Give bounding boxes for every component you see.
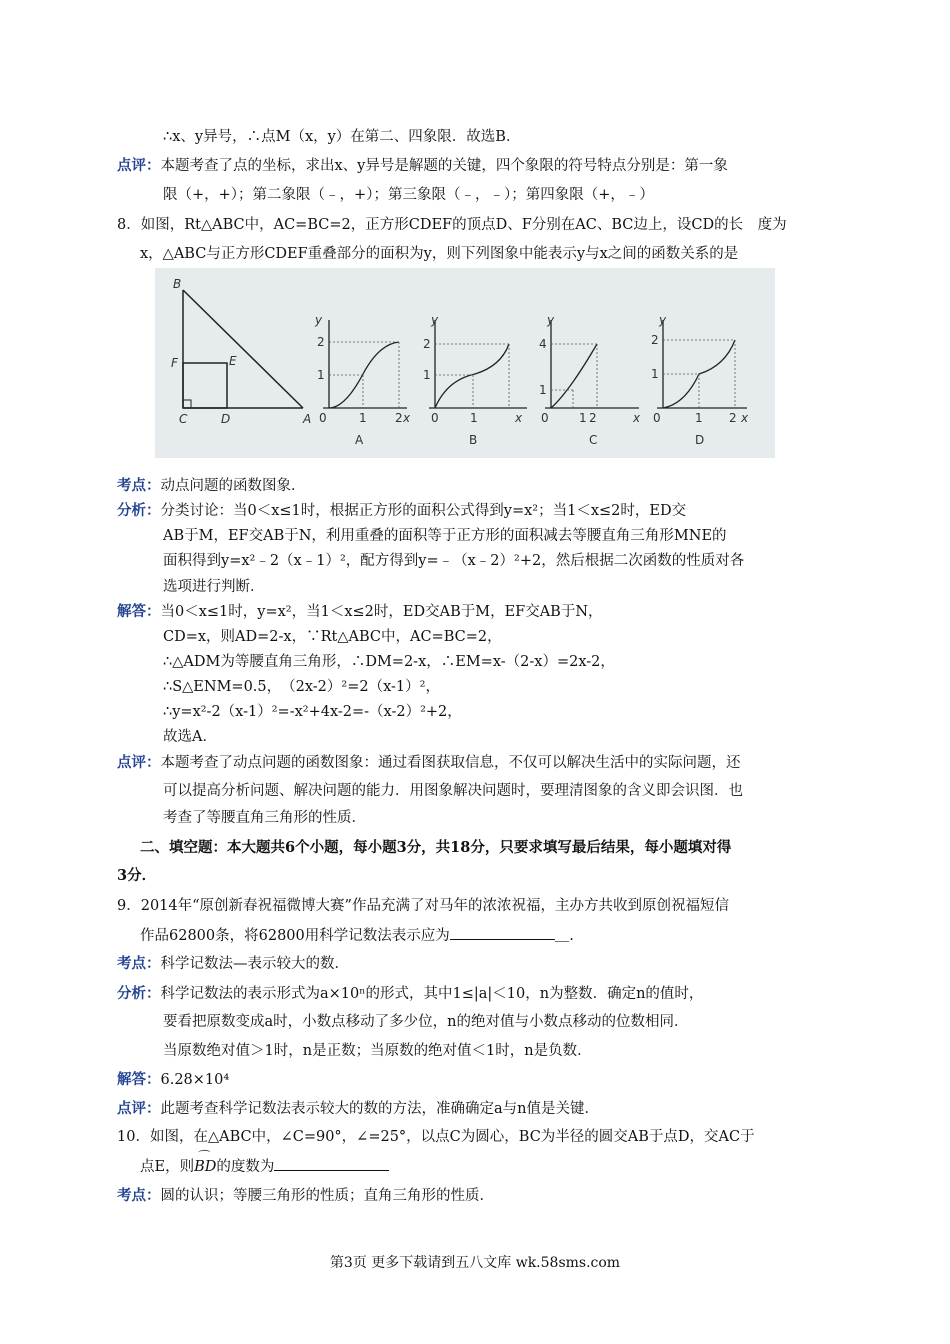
question-9-line1: 9．2014年“原创新春祝福微博大赛”作品充满了对马年的浓浓祝福，主办方共收到原创祝福短信 [117,898,729,914]
graph-D [651,313,749,447]
question-10-line1: 10．如图，在△ABC中，∠C=90°，∠=25°，以点C为圆心，BC为半径的圆交AB于点D，交AC于 [117,1129,755,1145]
q8-analysis-3: 面积得到y=x²﹣2（x﹣1）²，配方得到y=﹣（x﹣2）²+2，然后根据二次函数的性质对各 [163,553,745,569]
q8-solution-5: ∴y=x²-2（x-1）²=-x²+4x-2=-（x-2）²+2， [163,704,462,720]
section-2-heading-cont: 3分． [117,867,157,884]
q8-comment-3: 考查了等腰直角三角形的性质． [163,810,366,826]
graph-B-xtick-0: 0 [431,411,439,425]
q8-analysis-4: 选项进行判断． [163,579,265,595]
graph-C-ytick-1: 1 [539,383,547,397]
graph-A-x-label: x [403,411,411,425]
label-E: E [229,354,237,368]
graph-D-y-label: y [659,313,667,327]
right-angle-mark [183,400,191,408]
q8-solution-3: ∴△ADM为等腰直角三角形，∴DM=2-x，∴EM=x-（2-x）=2x-2， [163,654,615,670]
comment-label: 点评： [117,157,161,174]
graph-A-ytick-2: 2 [317,335,325,349]
graph-B [423,313,527,447]
graph-D-xtick-1: 1 [695,411,703,425]
label-A: A [303,412,312,426]
section-2-heading: 二、填空题：本大题共6个小题，每小题3分，共18分，只要求填写最后结果，每小题填对得 [140,839,732,856]
graph-D-xtick-0: 0 [653,411,661,425]
graph-C-xtick-2: 2 [589,411,597,425]
label-B: B [173,277,182,291]
graph-A-y-label: y [315,313,323,327]
q9-knowledge-point: 考点：科学记数法—表示较大的数． [117,955,349,972]
side-AB [183,290,303,408]
label-F: F [171,356,178,370]
question-8-figure [155,268,775,458]
graph-C-curve [551,344,597,408]
label-C: C [179,412,188,426]
q8-solution-2: CD=x，则AD=2-x，∵Rt△ABC中，AC=BC=2， [163,629,502,645]
graph-A-ytick-1: 1 [317,368,325,382]
q8-analysis-1: 分析：分类讨论：当0＜x≤1时，根据正方形的面积公式得到y=x²；当1＜x≤2时，ED交 [117,502,687,519]
graph-B-ytick-2: 2 [423,337,431,351]
question-8-line2: x，△ABC与正方形CDEF重叠部分的面积为y，则下列图象中能表示y与x之间的函数关系的是 [140,246,739,262]
q9-comment: 点评：此题考查科学记数法表示较大的数的方法，准确确定a与n值是关键． [117,1100,599,1117]
graph-C-ytick-4: 4 [539,337,547,351]
line-comment-q7: 点评：本题考查了点的坐标，求出x、y异号是解题的关键，四个象限的符号特点分别是：第一象 [117,157,728,174]
figure-svg [155,268,775,458]
q10-answer-blank[interactable] [274,1156,389,1171]
graph-A [314,313,411,447]
question-10-line2: 点E，则⌒ BD的度数为 [140,1156,389,1177]
q8-analysis-2: AB于M，EF交AB于N，利用重叠的面积等于正方形的面积减去等腰直角三角形MNE的 [163,528,727,544]
graph-C-x-label: x [633,411,641,425]
graph-A-xtick-1: 1 [359,411,367,425]
graph-B-option-label: B [469,433,478,447]
q8-comment-2: 可以提高分析问题、解决问题的能力．用图象解决问题时，要理清图象的含义即会识图．也 [163,783,743,799]
graph-D-option-label: D [695,433,705,447]
graph-B-ytick-1: 1 [423,368,431,382]
graph-B-x-label: x [515,411,523,425]
square-CDEF [183,363,227,408]
q8-comment-1: 点评：本题考查了动点问题的函数图象：通过看图获取信息，不仅可以解决生活中的实际问题，还 [117,754,741,771]
q9-analysis-2: 要看把原数变成a时，小数点移动了多少位，n的绝对值与小数点移动的位数相同． [163,1014,689,1030]
graph-A-curve [329,342,399,408]
q9-analysis-1: 分析：科学记数法的表示形式为a×10ⁿ的形式，其中1≤|a|＜10，n为整数．确定n的值时， [117,985,704,1002]
graph-A-xtick-0: 0 [319,411,327,425]
label-D: D [221,412,231,426]
graph-B-y-label: y [431,313,439,327]
graph-A-xtick-2: 2 [395,411,403,425]
q9-analysis-3: 当原数绝对值＞1时，n是正数；当原数的绝对值＜1时，n是负数． [163,1043,592,1059]
graph-B-xtick-1: 1 [470,411,478,425]
graph-C-xtick-1: 1 [579,411,587,425]
graph-C [539,313,641,447]
question-8-line1: 8．如图，Rt△ABC中，AC=BC=2，正方形CDEF的顶点D、F分别在AC、BC边上，设CD的长 度为 [117,217,787,233]
graph-C-xtick-0: 0 [541,411,549,425]
page-footer: 第3页 更多下载请到五八文库 wk.58sms.com [329,1255,621,1271]
graph-D-ytick-2: 2 [651,333,659,347]
q10-knowledge-point: 考点：圆的认识；等腰三角形的性质；直角三角形的性质． [117,1187,494,1204]
graph-A-option-label: A [355,433,364,447]
q8-solution-4: ∴S△ENM=0.5， （2x-2）²=2（x-1）²， [163,679,440,695]
line-conclusion-q7: ∴x、y异号，∴点M（x，y）在第二、四象限．故选B． [163,129,521,145]
graph-C-option-label: C [589,433,598,447]
arc-BD: ⌒ BD [194,1157,216,1177]
graph-B-curve [435,344,509,408]
q8-solution-6: 故选A． [163,729,217,745]
graph-D-xtick-2: 2 [729,411,737,425]
q8-knowledge-point: 考点：动点问题的函数图象． [117,477,306,494]
q9-answer-blank[interactable] [450,925,555,940]
graph-D-ytick-1: 1 [651,367,659,381]
question-9-line2: 作品62800条，将62800用科学记数法表示应为 ＿. [140,925,574,946]
q8-solution-1: 解答：当0＜x≤1时，y=x²，当1＜x≤2时，ED交AB于M，EF交AB于N， [117,603,603,620]
graph-C-y-label: y [547,313,555,327]
q9-solution: 解答：6.28×10⁴ [117,1071,230,1088]
triangle-diagram [183,290,303,408]
graph-D-x-label: x [741,411,749,425]
line-comment-q7-cont: 限（+，+）；第二象限（﹣，+）；第三象限（﹣，﹣）；第四象限（+，﹣） [163,187,654,203]
